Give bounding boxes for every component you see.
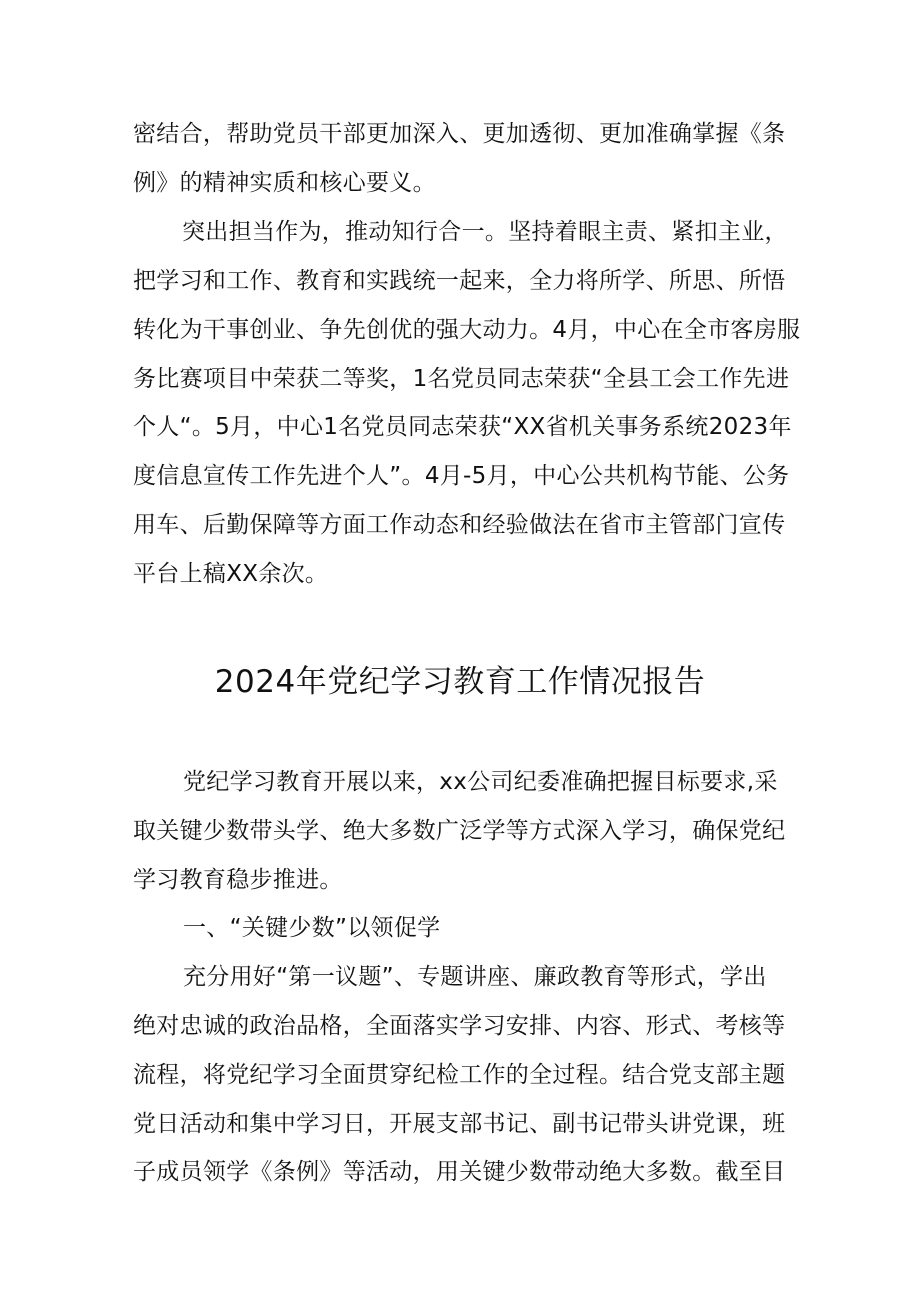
body-text-line: 把学习和工作、教育和实践统一起来，全力将所学、所思、所悟 (133, 268, 786, 294)
body-text-line: 度信息宣传工作先进个人”。4月-5月，中心公共机构节能、公务 (133, 463, 790, 489)
paragraph-first-line: 党纪学习教育开展以来，xx公司纪委准确把握目标要求,采 (183, 769, 778, 795)
body-text-line: 个人“。5月，中心1名党员同志荣获“XX省机关事务系统2023年 (133, 414, 792, 440)
body-text-line: 流程，将党纪学习全面贯穿纪检工作的全过程。结合党支部主题 (133, 1062, 786, 1088)
body-text-line: 务比赛项目中荣获二等奖，1名党员同志荣获“全县工会工作先进 (133, 366, 790, 392)
body-text-line: 转化为干事创业、争先创优的强大动力。4月，中心在全市客房服 (133, 317, 801, 343)
report-title: 2024年党纪学习教育工作情况报告 (214, 664, 706, 700)
body-text-line: 取关键少数带头学、绝大多数广泛学等方式深入学习，确保党纪 (133, 818, 786, 844)
paragraph-first-line: 充分用好“第一议题”、专题讲座、廉政教育等形式，学出 (183, 964, 767, 990)
body-text-line: 学习教育稳步推进。 (133, 867, 343, 893)
paragraph-first-line: 突出担当作为，推动知行合一。坚持着眼主责、紧扣主业， (182, 219, 788, 245)
body-text-line: 密结合，帮助党员干部更加深入、更加透彻、更加准确掌握《条 (133, 121, 786, 147)
body-text-line: 绝对忠诚的政治品格，全面落实学习安排、内容、形式、考核等 (133, 1013, 786, 1039)
body-text-line: 用车、后勤保障等方面工作动态和经验做法在省市主管部门宣传 (133, 512, 786, 538)
body-text-line: 平台上稿XX余次。 (133, 561, 329, 587)
section-heading: 一、“关键少数”以领促学 (183, 915, 441, 941)
body-text-line: 党日活动和集中学习日，开展支部书记、副书记带头讲党课，班 (133, 1111, 786, 1137)
body-text-line: 子成员领学《条例》等活动，用关键少数带动绝大多数。截至目 (133, 1159, 786, 1185)
body-text-line: 例》的精神实质和核心要义。 (133, 170, 436, 196)
